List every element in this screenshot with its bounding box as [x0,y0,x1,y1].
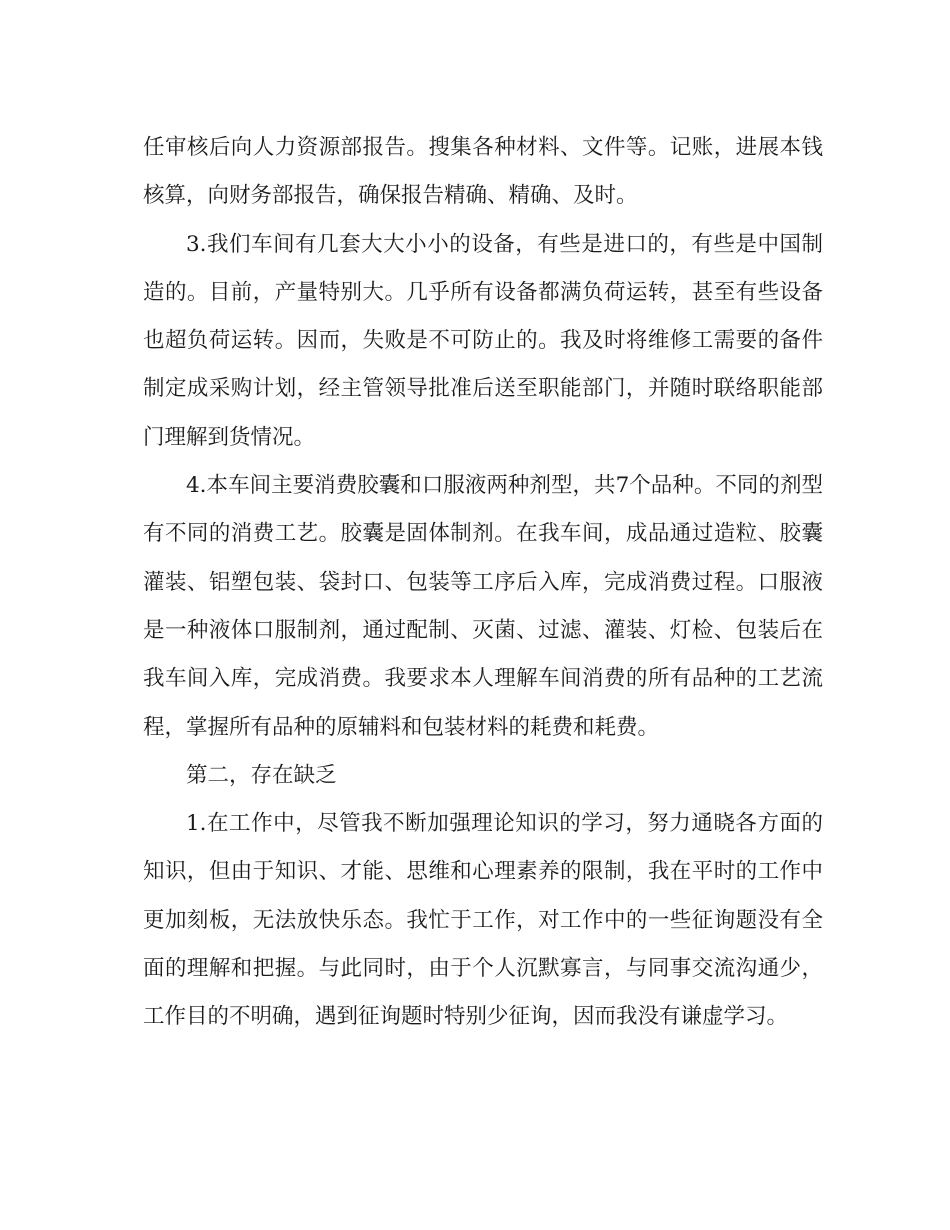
paragraph-item-1: 1.在工作中，尽管我不断加强理论知识的学习，努力通晓各方面的知识，但由于知识、才能、思维和心理素养的限制，我在平时的工作中更加刻板，无法放快乐态。我忙于工作，对工作中的一些征询题没有全面的理解和把握。与此同时，由于个人沉默寡言，与同事交流沟通少，工作目的不明确，遇到征询题时特别少征询，因而我没有谦虚学习。 [143,811,823,1030]
paragraph-continuation: 任审核后向人力资源部报告。搜集各种材料、文件等。记账，进展本钱核算，向财务部报告，确保报告精确、精确、及时。 [143,135,823,209]
paragraph-item-3: 3.我们车间有几套大大小小的设备，有些是进口的，有些是中国制造的。目前，产量特别大。几乎所有设备都满负荷运转，甚至有些设备也超负荷运转。因而，失败是不可防止的。我及时将维修工需要的备件制定成采购计划，经主管领导批准后送至职能部门，并随时联络职能部门理解到货情况。 [143,231,823,450]
document-body [143,124,823,1042]
paragraph-item-4: 4.本车间主要消费胶囊和口服液两种剂型，共7个品种。不同的剂型有不同的消费工艺。胶囊是固体制剂。在我车间，成品通过造粒、胶囊灌装、铝塑包装、袋封口、包装等工序后入库，完成消费过程。口服液是一种液体口服制剂，通过配制、灭菌、过滤、灌装、灯检、包装后在我车间入库，完成消费。我要求本人理解车间消费的所有品种的工艺流程，掌握所有品种的原辅料和包装材料的耗费和耗费。 [143,473,823,740]
section-heading: 第二，存在缺乏 [186,762,337,788]
